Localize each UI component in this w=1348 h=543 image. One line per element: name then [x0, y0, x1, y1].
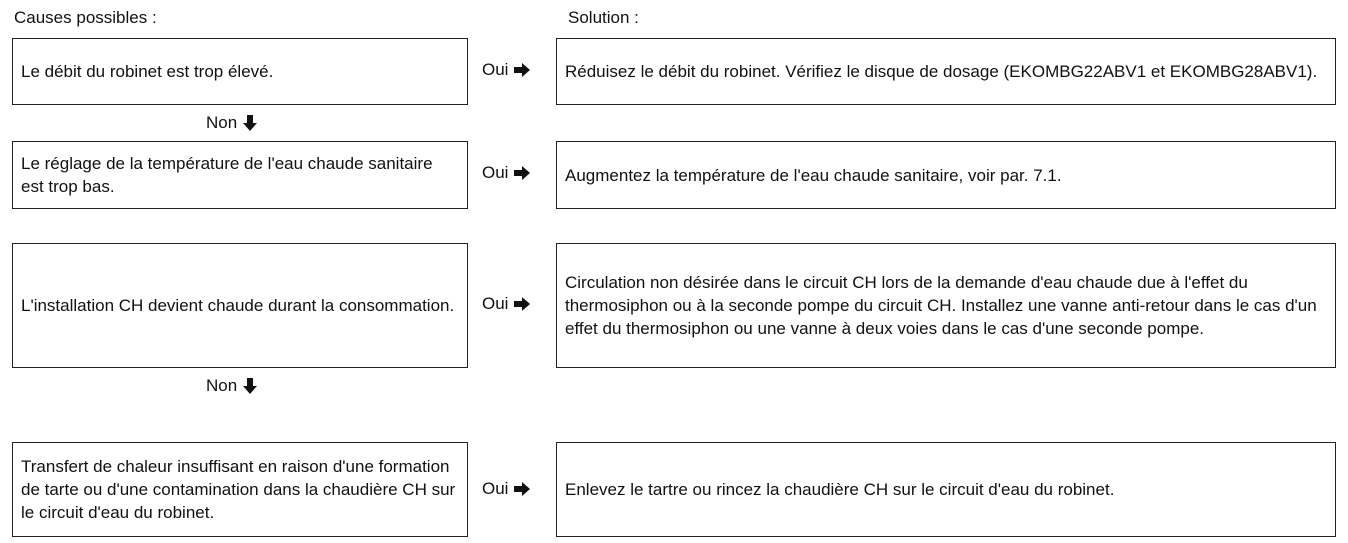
non-text-2: Non: [206, 376, 238, 395]
cause-box-3: [12, 243, 468, 368]
solution-box-3: [556, 243, 1336, 368]
cause-box-4: [12, 442, 468, 537]
right-arrow-icon: [514, 166, 530, 180]
oui-text-3: Oui: [482, 294, 509, 313]
non-label-1: [206, 113, 257, 133]
down-arrow-icon: [243, 378, 257, 394]
right-arrow-icon: [514, 297, 530, 311]
cause-text-4: Transfert de chaleur insuffisant en raison d'une formation de tarte ou d'une contamination dans la chaudière CH sur le circuit d'eau du robinet.: [21, 457, 456, 522]
solution-header: Solution :: [568, 8, 639, 27]
oui-label-4: [482, 479, 530, 499]
down-arrow-icon: [243, 115, 257, 131]
oui-text-2: Oui: [482, 163, 509, 182]
oui-text-4: Oui: [482, 479, 509, 498]
oui-label-3: [482, 294, 530, 314]
causes-header: Causes possibles :: [14, 8, 157, 27]
cause-box-2: [12, 141, 468, 209]
cause-text-3: L'installation CH devient chaude durant la consommation.: [21, 296, 455, 315]
solution-box-2: [556, 141, 1336, 209]
solution-box-4: [556, 442, 1336, 537]
right-arrow-icon: [514, 482, 530, 496]
solution-box-1: [556, 38, 1336, 105]
right-arrow-icon: [514, 63, 530, 77]
cause-text-1: Le débit du robinet est trop élevé.: [21, 62, 274, 81]
non-text-1: Non: [206, 113, 238, 132]
oui-text-1: Oui: [482, 60, 509, 79]
non-label-2: [206, 376, 257, 396]
cause-box-1: [12, 38, 468, 105]
oui-label-1: [482, 60, 530, 80]
solution-text-2: Augmentez la température de l'eau chaude sanitaire, voir par. 7.1.: [565, 165, 1062, 185]
solution-text-3: Circulation non désirée dans le circuit CH lors de la demande d'eau chaude due à l'effet du thermosiphon ou à la seconde pompe du circuit CH. Installez une vanne anti-retour dans le cas d'un effet du thermosiphon ou une vanne à deux voies dans le cas d'une seconde pompe.: [565, 273, 1317, 338]
oui-label-2: [482, 163, 530, 183]
cause-text-2: Le réglage de la température de l'eau chaude sanitaire est trop bas.: [21, 154, 433, 196]
solution-text-1: Réduisez le débit du robinet. Vérifiez le disque de dosage (EKOMBG22ABV1 et EKOMBG28ABV1).: [565, 62, 1318, 81]
solution-text-4: Enlevez le tartre ou rincez la chaudière CH sur le circuit d'eau du robinet.: [565, 480, 1115, 499]
